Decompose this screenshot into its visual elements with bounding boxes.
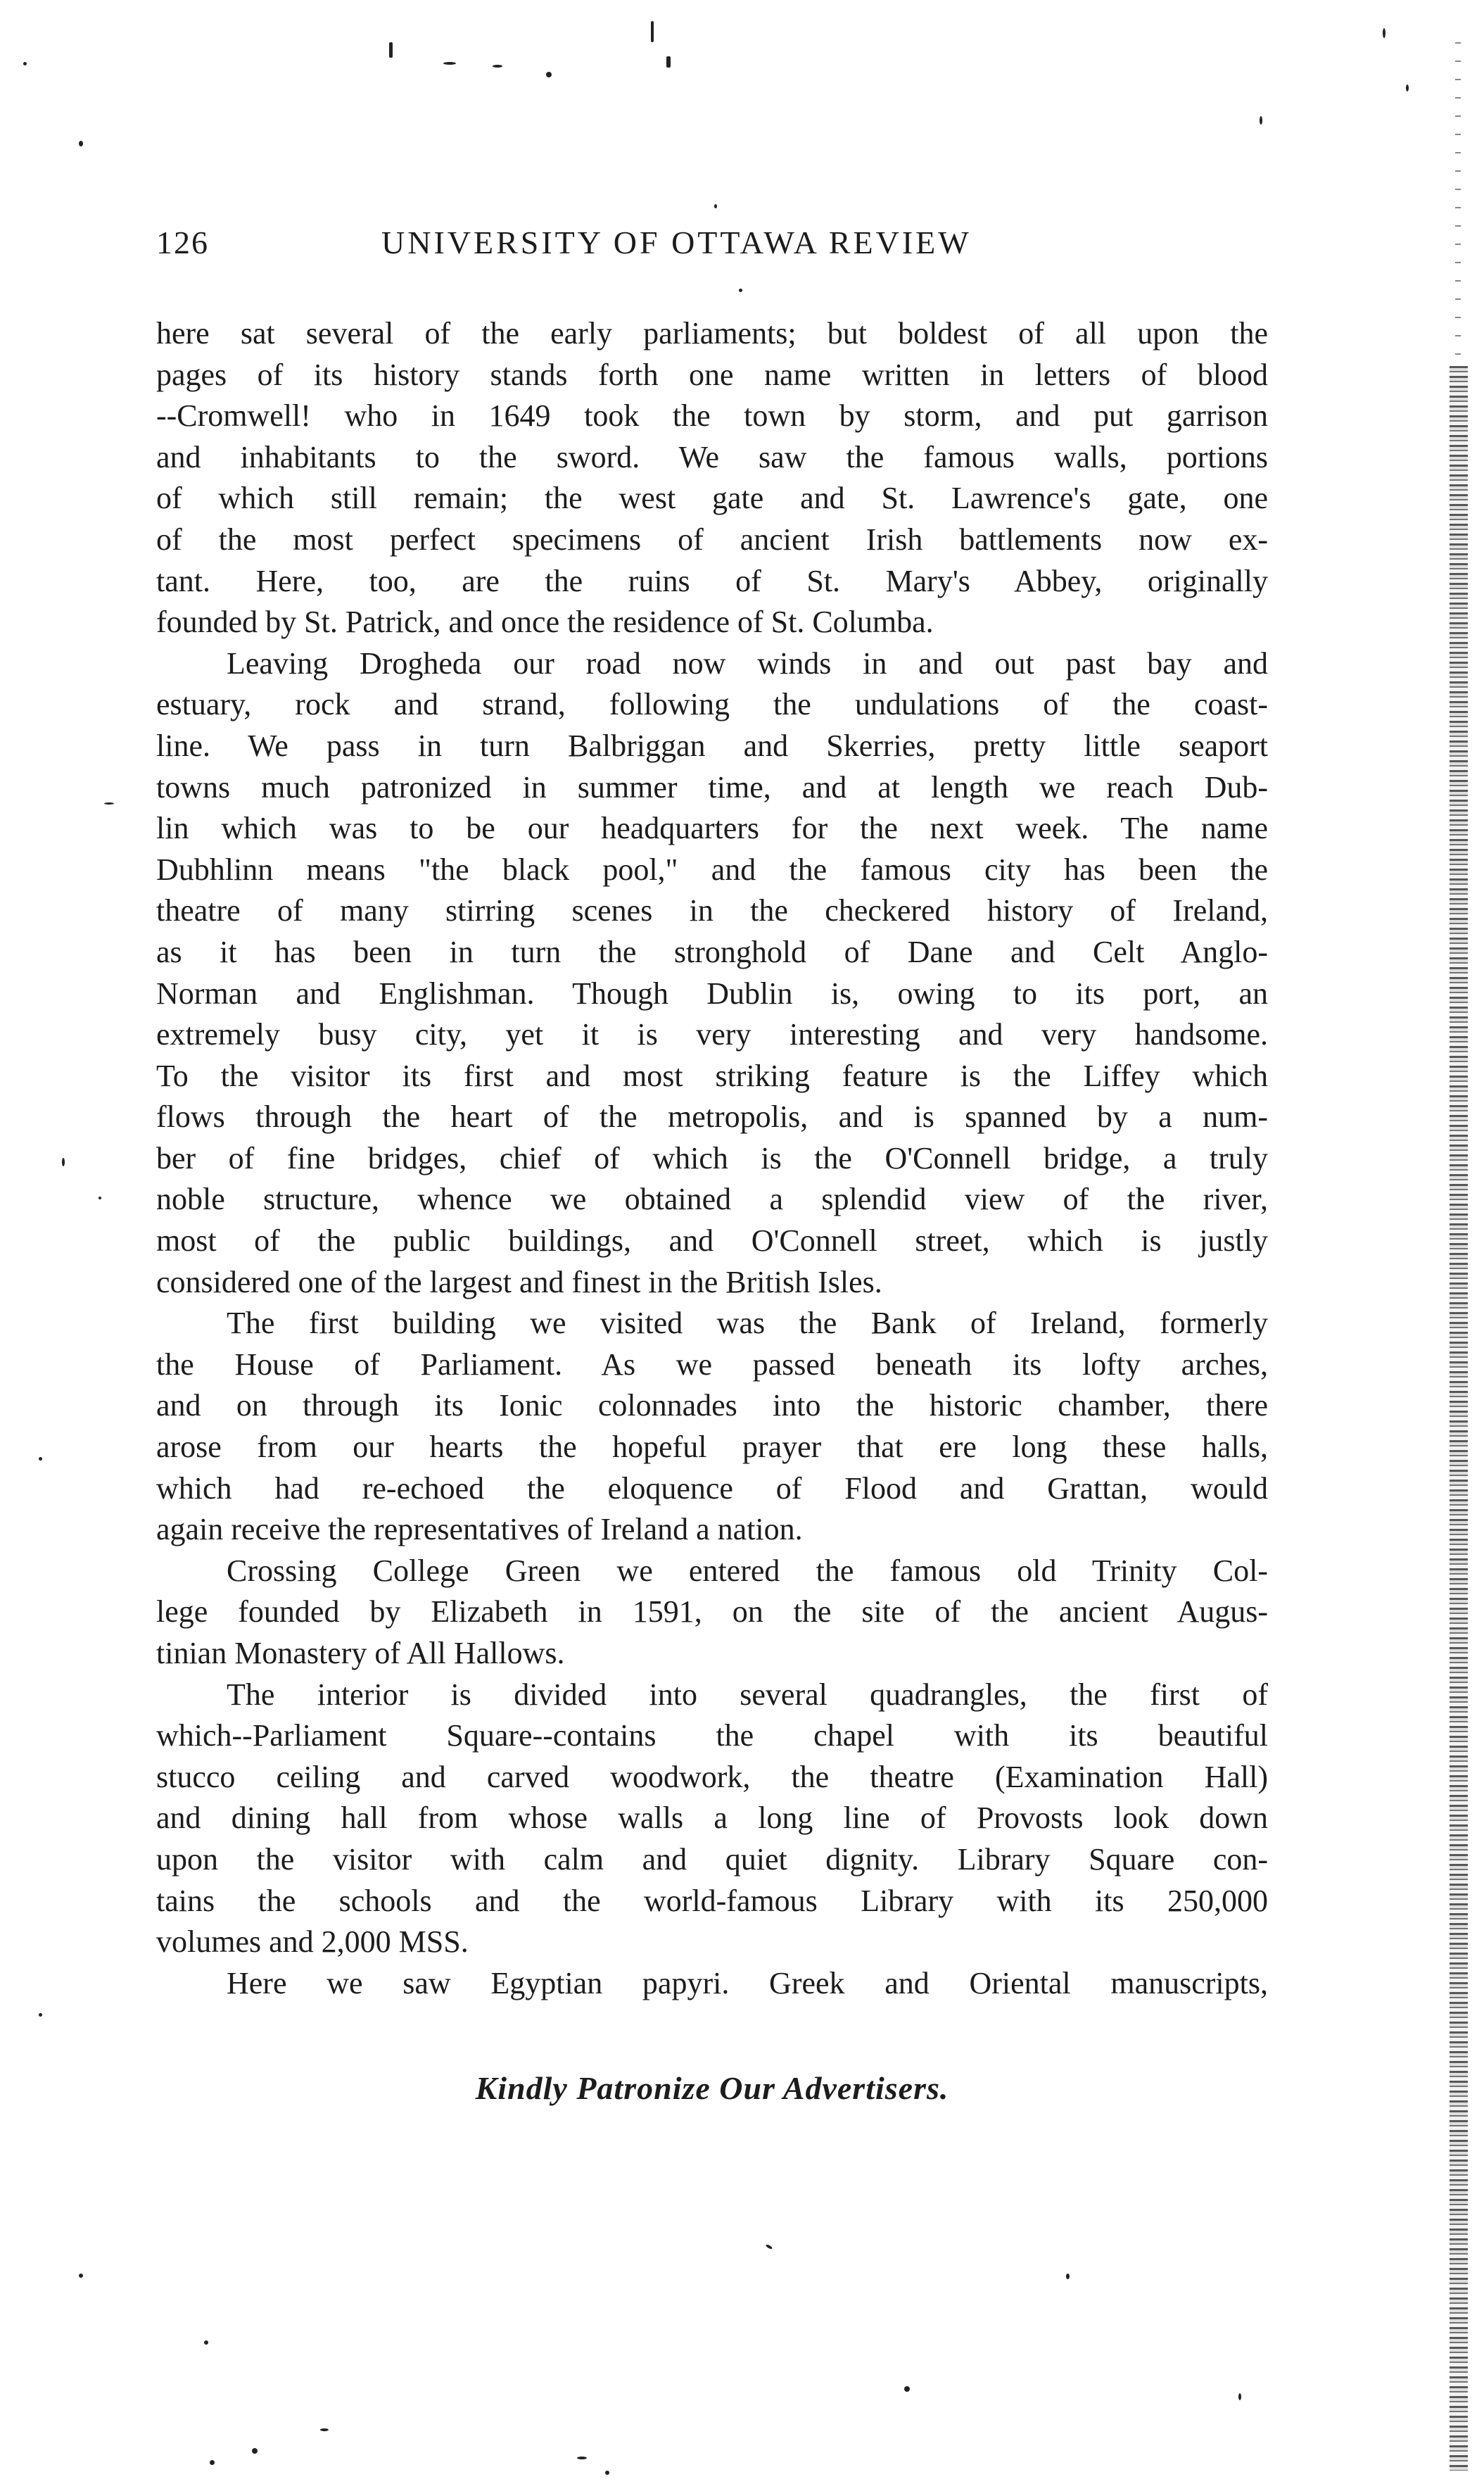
text-line: of which still remain; the west gate and St. Lawrence's gate, one [156,481,1268,516]
text-line: theatre of many stirring scenes in the checkered history of Ireland, [156,893,1268,928]
text-line: the House of Parliament. As we passed beneath its lofty arches, [156,1347,1268,1382]
scan-speck [577,2457,587,2459]
text-line: as it has been in turn the stronghold of Dane and Celt Anglo- [156,934,1268,969]
scan-speck [1238,2393,1241,2400]
text-line: founded by St. Patrick, and once the residence of St. Columba. [156,605,934,640]
text-line: lin which was to be our headquarters for the next week. The name [156,811,1268,846]
text-line: To the visitor its first and most striking feature is the Liffey which [156,1058,1268,1093]
text-line: line. We pass in turn Balbriggan and Skerries, pretty little seaport [156,728,1268,763]
running-head: UNIVERSITY OF OTTAWA REVIEW [381,225,972,260]
page-number: 126 [156,225,209,260]
text-line: --Cromwell! who in 1649 took the town by storm, and put garrison [156,398,1268,434]
scan-speck [766,2244,773,2250]
text-line: tant. Here, too, are the ruins of St. Mary's Abbey, originally [156,563,1268,598]
scan-speck [79,141,83,146]
scan-speck [666,56,671,68]
text-line: Crossing College Green we entered the famous old Trinity Col- [227,1553,1268,1588]
text-line: of the most perfect specimens of ancient Irish battlements now ex- [156,522,1268,557]
scan-speck [493,65,502,68]
text-line: pages of its history stands forth one name written in letters of blood [156,357,1268,392]
text-line: volumes and 2,000 MSS. [156,1924,469,1960]
scan-speck [252,2448,258,2454]
scan-speck [443,62,456,65]
scan-speck [714,204,717,208]
text-line: arose from our hearts the hopeful prayer that ere long these halls, [156,1430,1268,1465]
text-line: estuary, rock and strand, following the undulations of the coast- [156,687,1268,722]
text-line: and dining hall from whose walls a long line of Provosts look down [156,1801,1268,1836]
text-line: lege founded by Elizabeth in 1591, on the site of the ancient Augus- [156,1594,1268,1629]
text-line: The first building we visited was the Bank of Ireland, formerly [227,1306,1268,1341]
scan-speck [204,2340,208,2345]
text-line: Dubhlinn means "the black pool," and the famous city has been the [156,852,1268,887]
scan-speck [104,802,114,805]
page-header [156,224,1268,273]
scan-speck [79,2274,83,2278]
text-line: considered one of the largest and finest in the British Isles. [156,1264,882,1299]
page-edge-shadow-top [1455,42,1461,366]
text-line: stucco ceiling and carved woodwork, the theatre (Examination Hall) [156,1759,1268,1794]
text-line: extremely busy city, yet it is very interesting and very handsome. [156,1017,1268,1052]
article-body [156,313,1268,2004]
text-line: ber of fine bridges, chief of which is the O'Connell bridge, a truly [156,1140,1268,1175]
text-line: Norman and Englishman. Though Dublin is, owing to its port, an [156,976,1268,1011]
text-line: Here we saw Egyptian papyri. Greek and Oriental manuscripts, [227,1965,1268,2000]
text-line: which had re-echoed the eloquence of Flood and Grattan, would [156,1470,1268,1506]
text-line: towns much patronized in summer time, and at length we reach Dub- [156,769,1268,805]
scan-speck [99,1197,101,1199]
scan-speck [62,1158,65,1166]
scan-speck [39,1457,42,1461]
scan-speck [210,2460,215,2465]
scan-speck [23,62,27,65]
scan-speck [320,2428,329,2431]
scan-speck [1383,28,1385,38]
scan-speck [904,2386,910,2392]
text-line: upon the visitor with calm and quiet dignity. Library Square con- [156,1841,1268,1877]
text-line: most of the public buildings, and O'Connell street, which is justly [156,1223,1268,1259]
page-edge-shadow [1450,366,1468,2471]
text-line: tains the schools and the world-famous Library with its 250,000 [156,1883,1268,1918]
scan-speck [739,289,742,292]
scan-speck [1066,2274,1070,2279]
scan-speck [605,2471,609,2475]
scan-speck [546,72,552,77]
text-line: noble structure, whence we obtained a splendid view of the river, [156,1182,1268,1217]
text-line: again receive the representatives of Ireland a nation. [156,1512,803,1547]
text-line: flows through the heart of the metropolis, and is spanned by a num- [156,1099,1268,1135]
scan-speck [39,2013,42,2017]
scan-speck [1406,84,1409,92]
scan-speck [1260,116,1262,125]
advertiser-notice: Kindly Patronize Our Advertisers. [475,2070,949,2106]
text-line: and inhabitants to the sword. We saw the famous walls, portions [156,439,1268,474]
text-line: Leaving Drogheda our road now winds in and out past bay and [227,645,1268,681]
scan-speck [389,42,393,58]
text-line: The interior is divided into several quadrangles, the first of [227,1677,1268,1712]
text-line: tinian Monastery of All Hallows. [156,1636,565,1670]
scan-speck [651,21,654,42]
text-line: and on through its Ionic colonnades into the historic chamber, there [156,1388,1268,1423]
text-line: here sat several of the early parliaments; but boldest of all upon the [156,316,1268,351]
text-line: which--Parliament Square--contains the chapel with its beautiful [156,1718,1268,1753]
